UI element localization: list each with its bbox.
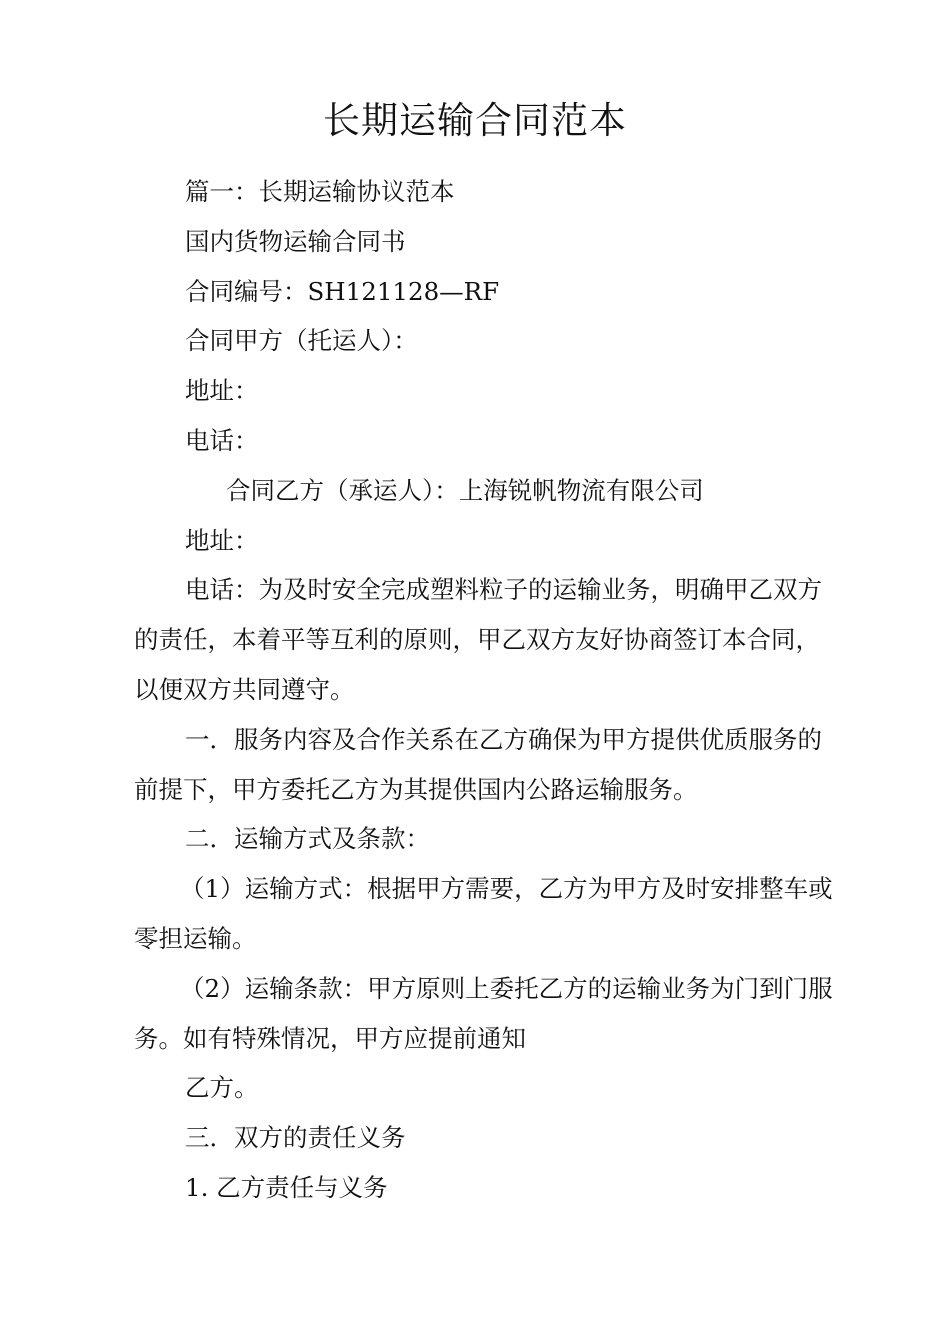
clause-2-item-1: （1）运输方式：根据甲方需要，乙方为甲方及时安排整车或零担运输。 — [134, 874, 833, 953]
clause-3-item-1: 1. 乙方责任与义务 — [185, 1172, 388, 1202]
party-a-label: 合同甲方（托运人）： — [185, 326, 418, 356]
document-body — [134, 167, 834, 1213]
document-title: 长期运输合同范本 — [323, 99, 627, 142]
section-heading: 篇一：长期运输协议范本 — [185, 177, 455, 206]
clause-2-item-2-continued: 乙方。 — [185, 1073, 259, 1103]
contract-number: 合同编号：SH121128—RF — [185, 276, 500, 306]
clause-1-service-scope: 一．服务内容及合作关系在乙方确保为甲方提供优质服务的前提下，甲方委托乙方为其提供国内公路运输服务。 — [134, 724, 822, 804]
clause-3-heading: 三．双方的责任义务 — [185, 1123, 406, 1153]
party-b-phone-and-preamble: 电话：为及时安全完成塑料粒子的运输业务，明确甲乙双方的责任，本着平等互利的原则，甲乙双方友好协商签订本合同，以便双方共同遵守。 — [134, 575, 822, 704]
clause-2-heading: 二．运输方式及条款： — [185, 824, 430, 854]
contract-name: 国内货物运输合同书 — [185, 226, 406, 256]
party-a-phone: 电话： — [185, 425, 259, 455]
clause-2-item-2: （2）运输条款：甲方原则上委托乙方的运输业务为门到门服务。如有特殊情况，甲方应提前通知 — [134, 973, 833, 1053]
party-b-address: 地址： — [185, 525, 259, 555]
party-a-address: 地址： — [185, 376, 259, 406]
party-b-label: 合同乙方（承运人）：上海锐帆物流有限公司 — [226, 475, 704, 505]
